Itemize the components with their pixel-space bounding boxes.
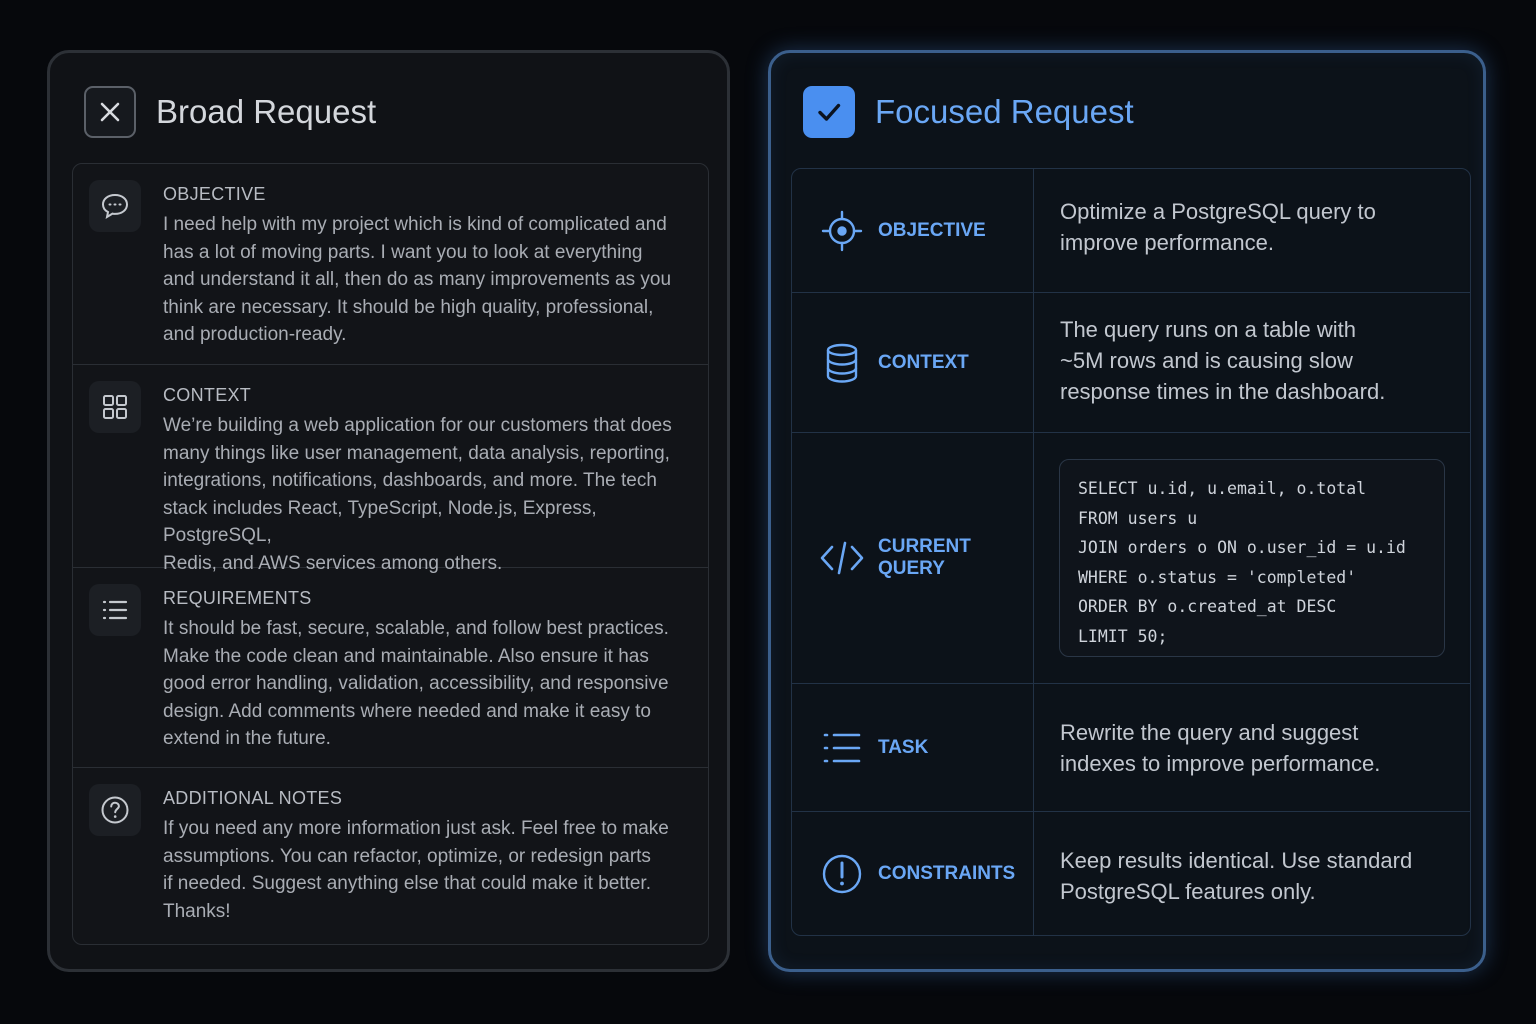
broad-item-text: We’re building a web application for our customers that does many things like user management, data analysis, reporting, integrations, notifications, dashboards, and more. The tech stack includes React, TypeScript, Node.js, Express, PostgreSQL, Redis, and AWS services among others. — [163, 415, 672, 574]
code-icon — [820, 540, 864, 576]
list-icon — [89, 584, 141, 636]
broad-item-label: ADDITIONAL NOTES — [163, 788, 343, 808]
focused-row-label: CONSTRAINTS — [878, 862, 1016, 884]
focused-row-text: Keep results identical. Use standard PostgreSQL features only. — [1060, 847, 1413, 904]
broad-item-text: It should be fast, secure, scalable, and follow best practices. Make the code clean and maintainable. Also ensure it has good error handling, validation, accessibility, and responsive design. Add comments where needed and make it easy to extend in the future. — [163, 618, 669, 750]
sql-code-block: SELECT u.id, u.email, o.total FROM users u JOIN orders o ON o.user_id = u.id WHERE o.status = 'completed' ORDER BY o.created_at DESC LIMIT 50; — [1059, 459, 1445, 657]
broad-item-objective — [73, 164, 708, 365]
focused-request-header — [803, 86, 1134, 138]
grid-icon — [89, 381, 141, 433]
chat-bubble-icon — [89, 180, 141, 232]
database-icon — [820, 342, 864, 384]
focused-request-panel — [768, 50, 1486, 972]
focused-row-label: CURRENT QUERY — [878, 536, 971, 579]
broad-item-text: I need help with my project which is kind of complicated and has a lot of moving parts. I want you to look at everything and understand it all, then do as many improvements as you think are necessary. It should be high quality, professional, and production-ready. — [163, 214, 672, 346]
broad-request-panel — [47, 50, 730, 972]
focused-row-label: OBJECTIVE — [878, 219, 986, 241]
focused-row-constraints — [792, 812, 1470, 935]
focused-request-table — [791, 168, 1471, 936]
focused-row-current-query — [792, 433, 1470, 684]
broad-item-label: REQUIREMENTS — [163, 588, 312, 608]
focused-request-title: Focused Request — [875, 93, 1134, 130]
broad-request-title: Broad Request — [156, 93, 377, 130]
focused-row-objective — [792, 169, 1470, 293]
focused-row-label: TASK — [878, 736, 929, 758]
question-circle-icon — [89, 784, 141, 836]
focused-row-text: Optimize a PostgreSQL query to improve performance. — [1060, 198, 1376, 255]
checkmark-icon — [803, 86, 855, 138]
crosshair-icon — [820, 210, 864, 252]
close-icon — [84, 86, 136, 138]
broad-item-label: CONTEXT — [163, 385, 252, 405]
broad-request-list — [72, 163, 709, 945]
broad-item-context — [73, 365, 708, 574]
focused-row-text: Rewrite the query and suggest indexes to improve performance. — [1060, 719, 1381, 776]
focused-row-task — [792, 684, 1470, 812]
focused-row-context — [792, 293, 1470, 433]
broad-request-header — [84, 86, 376, 138]
focused-row-text: The query runs on a table with ~5M rows and is causing slow response times in the dashboard. — [1060, 317, 1386, 404]
broad-item-text: If you need any more information just ask. Feel free to make assumptions. You can refactor, optimize, or redesign parts if needed. Suggest anything else that could make it better. Thanks! — [163, 818, 669, 922]
list-icon — [820, 731, 864, 765]
focused-row-label: CONTEXT — [878, 351, 969, 373]
broad-item-requirements — [73, 568, 708, 768]
broad-item-additional-notes — [73, 768, 708, 945]
exclamation-circle-icon — [820, 853, 864, 895]
broad-item-label: OBJECTIVE — [163, 184, 266, 204]
